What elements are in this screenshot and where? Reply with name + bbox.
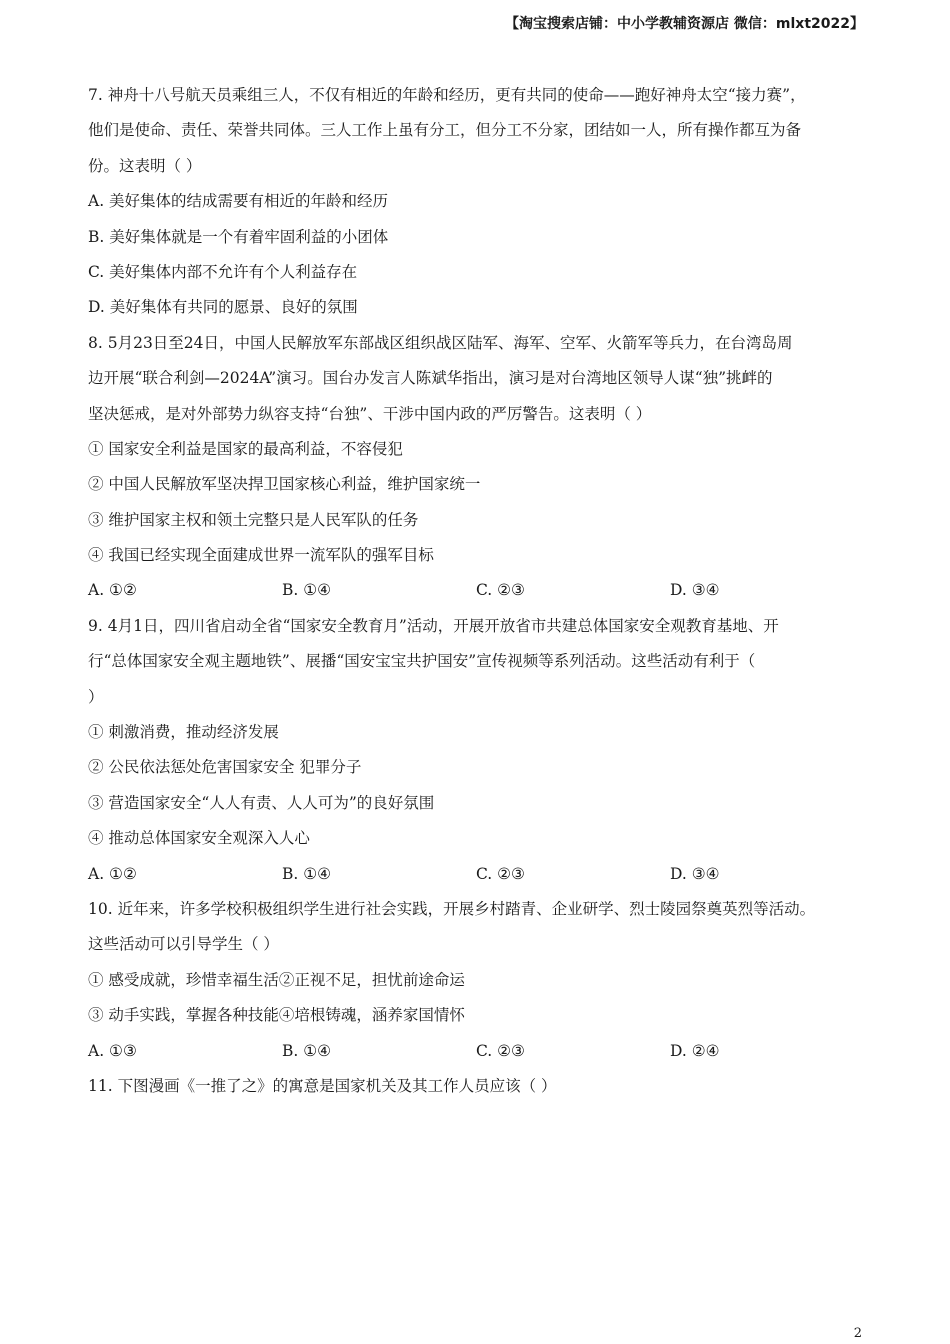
choice-a: A. ①② [88,864,137,883]
question-text-line: 坚决惩戒，是对外部势力纵容支持“台独”、干涉中国内政的严厉警告。这表明（ ） [88,404,652,423]
statement-item: ③ 维护国家主权和领土完整只是人民军队的任务 [88,510,419,529]
question-text-line: 边开展“联合利剑—2024A”演习。国台办发言人陈斌华指出，演习是对台湾地区领导人谋“独”挑衅的 [88,369,773,388]
choice-d: D. ②④ [670,1041,720,1060]
answer-option: A. 美好集体的结成需要有相近的年龄和经历 [88,192,389,211]
choice-a: A. ①② [88,581,137,600]
question-text-line: 行“总体国家安全观主题地铁”、展播“国安宝宝共护国安”宣传视频等系列活动。这些活动有利于（ [88,652,756,671]
question-text-line: 这些活动可以引导学生（ ） [88,935,279,954]
page-number: 2 [853,1326,862,1341]
question-text-line: 9. 4月1日，四川省启动全省“国家安全教育月”活动，开展开放省市共建总体国家安全观教育基地、开 [88,616,779,635]
question-8 [88,326,868,609]
choice-c: C. ②③ [476,864,525,883]
question-11 [88,1069,868,1104]
choice-c: C. ②③ [476,581,525,600]
question-text-line: 7. 神舟十八号航天员乘组三人，不仅有相近的年龄和经历，更有共同的使命——跑好神舟太空“接力赛”， [88,86,806,104]
statement-item: ④ 推动总体国家安全观深入人心 [88,829,310,848]
choice-d: D. ③④ [670,864,720,883]
choice-b: B. ①④ [282,864,332,883]
question-text-line: 8. 5月23日至24日，中国人民解放军东部战区组织战区陆军、海军、空军、火箭军等兵力，在台湾岛周 [88,333,793,352]
question-text-line: 11. 下图漫画《一推了之》的寓意是国家机关及其工作人员应该（ ） [88,1076,557,1095]
question-text-line: 份。这表明（ ） [88,156,202,175]
statement-item: ③ 动手实践，掌握各种技能④培根铸魂，涵养家国情怀 [88,1006,465,1025]
choice-d: D. ③④ [670,581,720,600]
statement-item: ③ 营造国家安全“人人有责、人人可为”的良好氛围 [88,793,435,812]
answer-option: B. 美好集体就是一个有着牢固利益的小团体 [88,227,389,246]
choice-row [88,573,868,608]
question-text-line: 他们是使命、责任、荣誉共同体。三人工作上虽有分工，但分工不分家，团结如一人，所有操作都互为备 [88,121,802,140]
question-text-line: 10. 近年来，许多学校积极组织学生进行社会实践，开展乡村踏青、企业研学、烈士陵园祭奠英烈等活动。 [88,899,816,918]
choice-row [88,1034,868,1069]
question-9 [88,609,868,892]
choice-c: C. ②③ [476,1041,525,1060]
statement-item: ① 感受成就，珍惜幸福生活②正视不足，担忧前途命运 [88,970,465,989]
choice-a: A. ①③ [88,1041,137,1060]
statement-item: ④ 我国已经实现全面建成世界一流军队的强军目标 [88,546,434,565]
question-text-line: ） [88,687,104,706]
statement-item: ① 国家安全利益是国家的最高利益，不容侵犯 [88,439,403,458]
choice-row [88,857,868,892]
answer-option: C. 美好集体内部不允许有个人利益存在 [88,262,358,281]
choice-b: B. ①④ [282,1041,332,1060]
statement-item: ② 公民依法惩处危害国家安全 犯罪分子 [88,758,362,777]
statement-item: ① 刺激消费，推动经济发展 [88,723,279,742]
document-body [88,78,868,1104]
page-header: 【淘宝搜索店铺：中小学教辅资源店 微信：mlxt2022】 [505,16,864,32]
question-7 [88,78,868,326]
statement-item: ② 中国人民解放军坚决捍卫国家核心利益，维护国家统一 [88,475,481,494]
question-10 [88,892,868,1069]
choice-b: B. ①④ [282,581,332,600]
answer-option: D. 美好集体有共同的愿景、良好的氛围 [88,298,358,317]
